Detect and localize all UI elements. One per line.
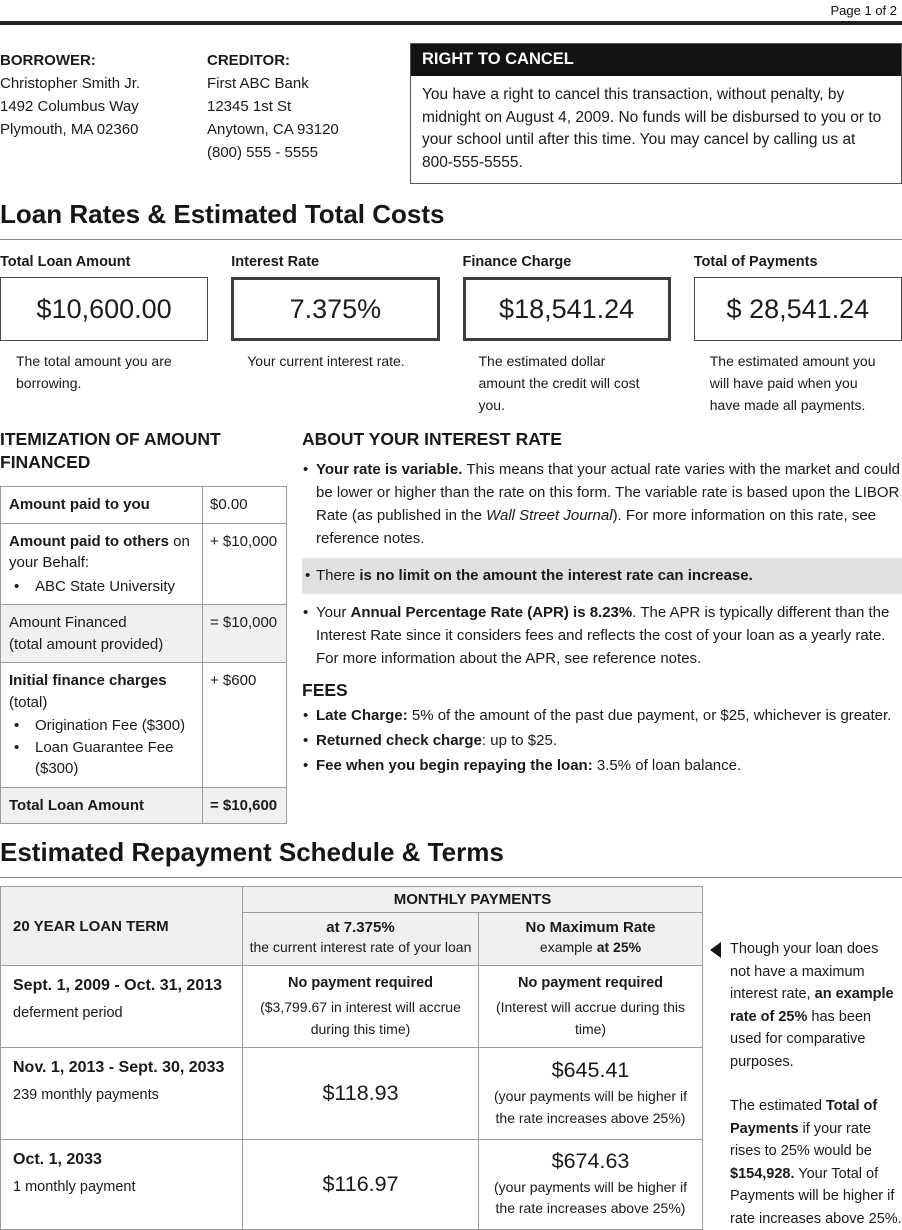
right-to-cancel-body: You have a right to cancel this transaction, without penalty, by midnight on August 4, 2009. No funds will be disbursed to you or to your school until after this time. You may cancel by calling us at 800-555-5555.	[422, 86, 882, 171]
payment-amount: $118.93	[322, 1081, 399, 1106]
note-bold-text: Total of Payments	[730, 1098, 878, 1137]
item-label-cell	[1, 487, 203, 524]
interest-rate-stat	[231, 254, 439, 416]
borrower-label: BORROWER:	[0, 52, 96, 69]
top-divider-rule	[0, 21, 902, 25]
item-bullet-list	[9, 576, 194, 598]
period-description: 1 monthly payment	[13, 1178, 136, 1195]
table-header-row	[1, 887, 703, 913]
max-rate-header-cell	[479, 913, 703, 966]
period-dates: Sept. 1, 2009 - Oct. 31, 2013	[13, 977, 223, 995]
list-item: • Loan Guarantee Fee ($300)	[9, 737, 194, 780]
loan-term-header-cell: 20 YEAR LOAN TERM	[1, 887, 243, 966]
itemization-heading: ITEMIZATION OF AMOUNT FINANCED	[0, 429, 221, 472]
list-item: • ABC State University	[9, 576, 194, 598]
item-label-rest: on your Behalf:	[9, 532, 190, 571]
period-cell	[1, 966, 243, 1048]
bullet-bold-text: Fee when you begin repaying the loan:	[316, 757, 593, 774]
right-to-cancel-title: RIGHT TO CANCEL	[411, 44, 901, 76]
fees-heading: FEES	[302, 680, 348, 700]
period-dates: Oct. 1, 2033	[13, 1150, 102, 1168]
period-description: 239 monthly payments	[13, 1087, 159, 1104]
itemization-section	[0, 428, 287, 824]
payment-amount: $116.97	[322, 1171, 399, 1196]
borrower-address-line: Plymouth, MA 02360	[0, 121, 139, 138]
current-rate-payment-cell	[243, 966, 479, 1048]
stat-label: Total Loan Amount	[0, 254, 131, 270]
max-rate-payment-cell	[479, 966, 703, 1048]
note-text: has been used for comparative purposes.	[730, 1008, 872, 1070]
right-to-cancel-box	[410, 43, 902, 184]
period-description: deferment period	[13, 1005, 123, 1022]
payment-note: (your payments will be higher if the rate increases above 25%)	[494, 1178, 687, 1217]
note-bold-text: $154,928.	[730, 1165, 795, 1182]
item-value-cell: = $10,600	[203, 787, 287, 824]
creditor-label: CREDITOR:	[207, 52, 291, 69]
rate-variable-bullet	[302, 458, 902, 550]
period-cell	[1, 1139, 243, 1229]
bullet-text: : up to $25.	[481, 732, 557, 749]
table-row	[1, 1048, 703, 1139]
stat-value: $ 28,541.24	[726, 293, 870, 324]
bullet-bold-text: Returned check charge	[316, 732, 482, 749]
period-dates: Nov. 1, 2013 - Sept. 30, 2033	[13, 1059, 225, 1077]
item-value-cell: + $10,000	[203, 523, 287, 605]
stat-value: $18,541.24	[499, 293, 635, 324]
table-row	[1, 966, 703, 1048]
item-label: Amount Financed	[9, 614, 127, 631]
borrower-address-line: 1492 Columbus Way	[0, 98, 139, 115]
item-label-cell	[1, 523, 203, 605]
max-rate-subtitle: example	[539, 939, 597, 956]
item-label: Amount paid to others	[9, 532, 169, 550]
creditor-phone: (800) 555 - 5555	[207, 144, 318, 161]
borrower-name: Christopher Smith Jr.	[0, 75, 141, 92]
table-row	[1, 1139, 703, 1229]
table-row	[1, 523, 287, 605]
item-label: Initial finance charges	[9, 672, 167, 689]
side-note-paragraph	[730, 938, 902, 1073]
payment-note: (your payments will be higher if the rate increases above 25%)	[494, 1088, 687, 1126]
left-arrow-icon	[710, 942, 721, 958]
payment-note: (Interest will accrue during this time)	[495, 999, 686, 1037]
payment-status: No payment required	[287, 975, 434, 992]
stat-caption: The total amount you are borrowing.	[16, 353, 172, 391]
max-rate-subtitle-bold: at 25%	[596, 939, 642, 956]
note-text: Though your loan does not have a maximum interest rate,	[730, 941, 879, 1002]
current-rate-title: at 7.375%	[326, 919, 395, 937]
table-row	[1, 487, 287, 524]
note-text: The estimated	[730, 1098, 826, 1114]
note-bold-text: an example rate of 25%	[730, 986, 894, 1025]
payment-status: No payment required	[517, 975, 664, 992]
bullet-bold-text: Your rate is variable.	[316, 461, 463, 478]
table-row	[1, 787, 287, 824]
itemization-table	[0, 486, 287, 824]
repaying-fee-bullet	[302, 754, 902, 777]
repayment-section	[0, 886, 902, 1230]
item-value-cell: $0.00	[203, 487, 287, 524]
bullet-text: This means that your actual rate varies with the market and could be lower or higher than the rate on this form. The variable rate is based upon the LIBOR Rate (as published in the	[316, 461, 900, 524]
side-note-paragraph	[730, 1095, 902, 1230]
bullet-text: ). For more information on this rate, see reference notes.	[316, 507, 876, 547]
stat-label: Interest Rate	[231, 254, 320, 270]
item-label-cell	[1, 663, 203, 788]
bullet-bold-text: Annual Percentage Rate (APR) is 8.23%	[350, 604, 633, 621]
page-indicator: Page 1 of 2	[830, 3, 897, 18]
item-label: Amount paid to you	[9, 496, 150, 513]
bullet-text: 3.5% of loan balance.	[592, 757, 742, 774]
item-label-cell	[1, 787, 203, 824]
monthly-payments-header-cell: MONTHLY PAYMENTS	[243, 887, 703, 913]
returned-check-bullet	[302, 729, 902, 752]
loan-rates-heading: Loan Rates & Estimated Total Costs	[0, 199, 902, 240]
about-rate-heading: ABOUT YOUR INTEREST RATE	[302, 429, 562, 449]
current-rate-payment-cell	[243, 1139, 479, 1229]
bullet-italic-text: Wall Street Journal	[486, 507, 613, 524]
payment-note: ($3,799.67 in interest will accrue during this time)	[260, 999, 461, 1037]
bullet-bold-text: Late Charge:	[316, 707, 408, 724]
current-rate-subtitle: the current interest rate of your loan	[249, 939, 472, 956]
item-bullet-list	[9, 715, 194, 780]
bullet-text: Your	[316, 604, 351, 621]
side-note-text	[730, 938, 902, 1230]
item-label-cell	[1, 605, 203, 663]
list-item: • Origination Fee ($300)	[9, 715, 194, 737]
repayment-table	[0, 886, 703, 1230]
stat-label: Total of Payments	[693, 254, 818, 270]
stat-label: Finance Charge	[462, 254, 572, 270]
payment-amount: $645.41	[551, 1058, 630, 1083]
bullet-text: There	[316, 567, 360, 584]
max-rate-payment-cell	[479, 1048, 703, 1139]
table-row	[1, 663, 287, 788]
parties-section	[0, 43, 902, 184]
stat-caption: The estimated dollar amount the credit will cost you.	[478, 353, 640, 413]
item-label: Total Loan Amount	[9, 796, 144, 814]
finance-charge-value-box	[463, 277, 671, 341]
item-value-cell: = $10,000	[203, 605, 287, 663]
no-limit-highlight-bullet	[302, 558, 902, 594]
bullet-text: 5% of the amount of the past due payment, or $25, whichever is greater.	[407, 707, 892, 724]
finance-charge-stat	[463, 254, 671, 416]
stat-caption: The estimated amount you will have paid when you have made all payments.	[709, 353, 876, 413]
max-rate-side-note	[710, 886, 902, 1230]
payment-amount: $674.63	[551, 1148, 630, 1173]
max-rate-payment-cell	[479, 1139, 703, 1229]
creditor-name: First ABC Bank	[207, 75, 309, 92]
current-rate-payment-cell	[243, 1048, 479, 1139]
note-text: Your Total of Payments will be higher if rate increases above 25%.	[730, 1165, 902, 1227]
total-loan-amount-value-box	[0, 277, 208, 341]
middle-section	[0, 428, 902, 824]
bullet-bold-text: is no limit on the amount the interest rate can increase.	[359, 567, 753, 584]
apr-bullet	[302, 601, 902, 670]
current-rate-header-cell	[243, 913, 479, 966]
max-rate-title: No Maximum Rate	[525, 919, 656, 937]
repayment-heading: Estimated Repayment Schedule & Terms	[0, 837, 902, 878]
item-label-line2: (total amount provided)	[9, 635, 164, 653]
item-label-rest: (total)	[9, 693, 48, 711]
fees-section	[302, 679, 902, 777]
item-value-cell: + $600	[203, 663, 287, 788]
interest-rate-value-box	[231, 277, 439, 341]
total-of-payments-stat	[694, 254, 902, 416]
total-of-payments-value-box	[694, 277, 902, 341]
creditor-address-line: 12345 1st St	[207, 98, 292, 115]
creditor-block	[207, 43, 410, 184]
late-charge-bullet	[302, 704, 902, 727]
stat-value: 7.375%	[289, 293, 382, 324]
loan-rates-boxes	[0, 254, 902, 416]
note-text: if your rate rises to 25% would be	[730, 1120, 872, 1159]
stat-value: $10,600.00	[36, 293, 172, 324]
period-cell	[1, 1048, 243, 1139]
borrower-block	[0, 43, 207, 184]
creditor-address-line: Anytown, CA 93120	[207, 121, 339, 138]
bullet-text: . The APR is typically different than the Interest Rate since it considers fees and reflects the cost of your loan as a yearly rate. For more information about the APR, see reference notes.	[316, 604, 890, 667]
stat-caption: Your current interest rate.	[247, 353, 405, 369]
total-loan-amount-stat	[0, 254, 208, 416]
table-row	[1, 605, 287, 663]
about-interest-rate-section	[302, 428, 902, 824]
